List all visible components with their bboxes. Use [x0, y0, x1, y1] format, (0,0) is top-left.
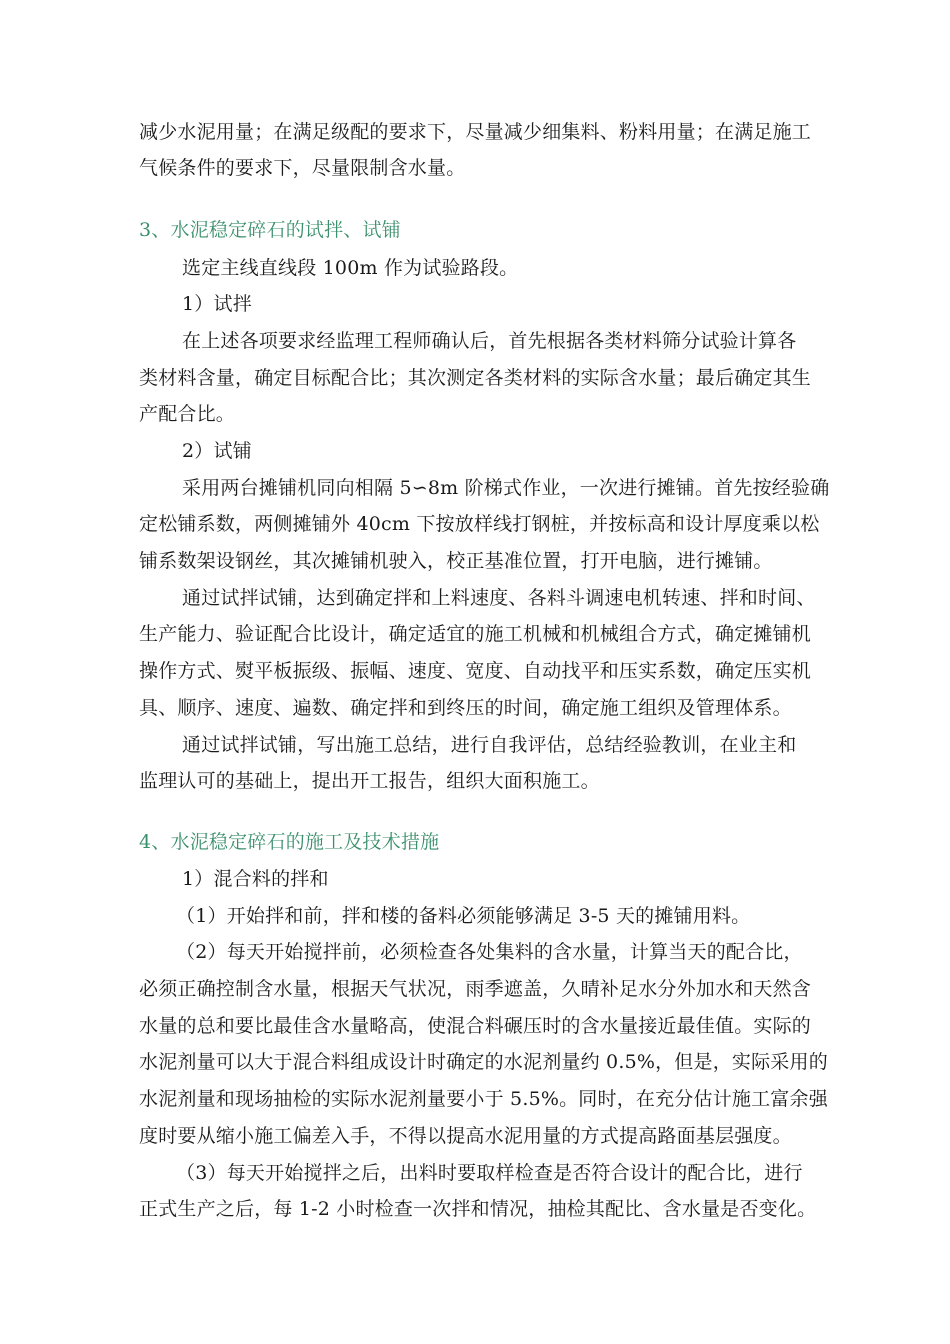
subheading-mixing: 1）混合料的拌和 — [182, 868, 329, 890]
body-text-line: 水泥剂量可以大于混合料组成设计时确定的水泥剂量约 0.5%，但是，实际采用的 — [139, 1051, 828, 1073]
body-text-line: 操作方式、熨平板振级、振幅、速度、宽度、自动找平和压实系数，确定压实机 — [139, 660, 812, 682]
body-text-line: 度时要从缩小施工偏差入手，不得以提高水泥用量的方式提高路面基层强度。 — [139, 1125, 792, 1147]
body-text-line: 减少水泥用量；在满足级配的要求下，尽量减少细集料、粉料用量；在满足施工 — [139, 121, 812, 143]
body-text-line: 通过试拌试铺，写出施工总结，进行自我评估，总结经验教训，在业主和 — [182, 734, 797, 756]
section-heading-3: 3、水泥稳定碎石的试拌、试铺 — [139, 219, 401, 241]
body-text-line: 水量的总和要比最佳含水量略高，使混合料碾压时的含水量接近最佳值。实际的 — [139, 1015, 812, 1037]
body-text-line: 产配合比。 — [139, 403, 236, 425]
body-text-line: 通过试拌试铺，达到确定拌和上料速度、各料斗调速电机转速、拌和时间、 — [182, 587, 816, 609]
body-text-line: 生产能力、验证配合比设计，确定适宜的施工机械和机械组合方式，确定摊铺机 — [139, 623, 812, 645]
body-text-line: （3）每天开始搅拌之后，出料时要取样检查是否符合设计的配合比，进行 — [176, 1162, 803, 1184]
subheading-trial-mix: 1）试拌 — [182, 293, 252, 315]
body-text-line: 选定主线直线段 100m 作为试验路段。 — [182, 257, 519, 279]
body-text-line: 在上述各项要求经监理工程师确认后，首先根据各类材料筛分试验计算各 — [182, 330, 797, 352]
body-text-line: 气候条件的要求下，尽量限制含水量。 — [139, 157, 466, 179]
body-text-line: 正式生产之后，每 1-2 小时检查一次拌和情况，抽检其配比、含水量是否变化。 — [139, 1198, 817, 1220]
body-text-line: 具、顺序、速度、遍数、确定拌和到终压的时间，确定施工组织及管理体系。 — [139, 697, 792, 719]
body-text-line: 类材料含量，确定目标配合比；其次测定各类材料的实际含水量；最后确定其生 — [139, 367, 812, 389]
body-text-line: 水泥剂量和现场抽检的实际水泥剂量要小于 5.5%。同时，在充分估计施工富余强 — [139, 1088, 828, 1110]
body-text-line: （1）开始拌和前，拌和楼的备料必须能够满足 3-5 天的摊铺用料。 — [176, 905, 751, 927]
body-text-line: 采用两台摊铺机同向相隔 5∽8m 阶梯式作业，一次进行摊铺。首先按经验确 — [182, 477, 830, 499]
body-text-line: 铺系数架设钢丝，其次摊铺机驶入，校正基准位置，打开电脑，进行摊铺。 — [139, 550, 773, 572]
body-text-line: 监理认可的基础上，提出开工报告，组织大面积施工。 — [139, 770, 600, 792]
subheading-trial-paving: 2）试铺 — [182, 440, 252, 462]
body-text-line: 必须正确控制含水量，根据天气状况，雨季遮盖，久晴补足水分外加水和天然含 — [139, 978, 812, 1000]
body-text-line: （2）每天开始搅拌前，必须检查各处集料的含水量，计算当天的配合比， — [176, 941, 803, 963]
body-text-line: 定松铺系数，两侧摊铺外 40cm 下按放样线打钢桩，并按标高和设计厚度乘以松 — [139, 513, 820, 535]
section-heading-4: 4、水泥稳定碎石的施工及技术措施 — [139, 831, 440, 853]
